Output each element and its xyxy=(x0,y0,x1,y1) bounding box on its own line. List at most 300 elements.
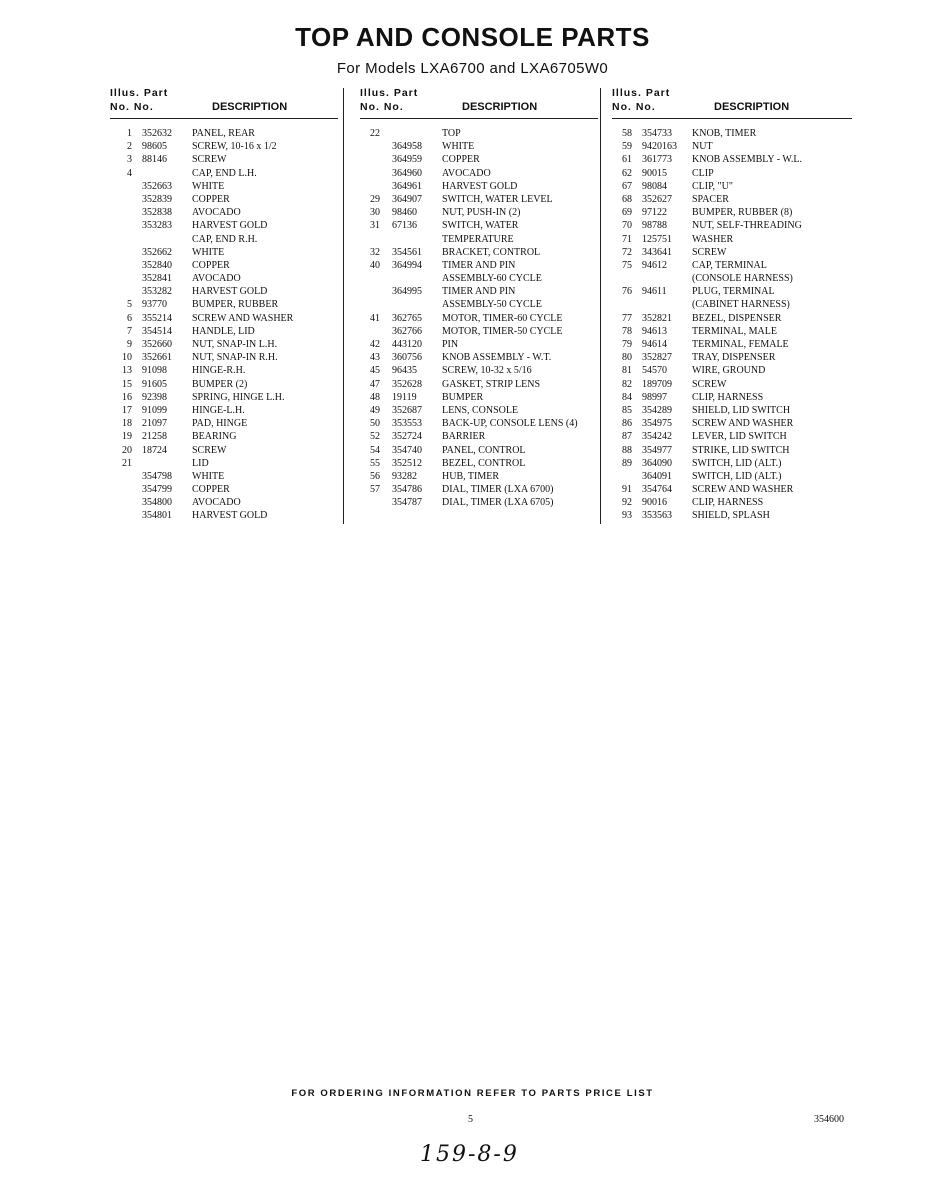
part-number: 91605 xyxy=(142,378,167,390)
illus-number: 72 xyxy=(622,246,632,258)
part-description: SWITCH, LID (ALT.) xyxy=(692,470,782,482)
part-number: 93770 xyxy=(142,299,167,311)
table-row xyxy=(612,153,852,166)
part-number: 352839 xyxy=(142,193,172,205)
part-number: 93282 xyxy=(392,470,417,482)
part-description: HUB, TIMER xyxy=(442,470,500,482)
part-number: 21258 xyxy=(142,431,167,443)
part-number: 354514 xyxy=(142,325,172,337)
table-row xyxy=(612,444,852,457)
table-row xyxy=(110,338,338,351)
part-description: CLIP, HARNESS xyxy=(692,497,764,509)
part-number: 352687 xyxy=(392,404,422,416)
table-row xyxy=(360,417,598,430)
part-number: 352840 xyxy=(142,259,172,271)
part-description: BEZEL, CONTROL xyxy=(442,457,526,469)
part-number: 361773 xyxy=(642,154,672,166)
table-row xyxy=(612,180,852,193)
part-number: 352627 xyxy=(642,193,672,205)
table-row xyxy=(612,509,852,522)
part-description: WHITE xyxy=(442,141,475,153)
illus-number: 54 xyxy=(370,444,380,456)
part-description: DIAL, TIMER (LXA 6700) xyxy=(442,484,554,496)
illus-number: 57 xyxy=(370,484,380,496)
table-row xyxy=(110,219,338,232)
part-description: COPPER xyxy=(192,484,230,496)
table-row xyxy=(360,430,598,443)
part-description: KNOB ASSEMBLY - W.L. xyxy=(692,154,803,166)
part-number: 352724 xyxy=(392,431,422,443)
header-no-no: No. No. xyxy=(612,101,656,113)
table-row xyxy=(110,206,338,219)
illus-number: 16 xyxy=(122,391,132,403)
part-number: 352660 xyxy=(142,339,172,350)
part-number: 353563 xyxy=(642,510,672,522)
part-description: SCREW AND WASHER xyxy=(692,484,794,496)
illus-number: 75 xyxy=(622,259,632,271)
table-row xyxy=(612,127,852,140)
part-number: 354800 xyxy=(142,497,172,509)
part-number: 67136 xyxy=(392,220,417,232)
illus-number: 68 xyxy=(622,193,632,205)
part-description: SCREW xyxy=(692,378,727,390)
part-number: 91099 xyxy=(142,404,167,416)
table-row xyxy=(360,153,598,166)
part-number: 354242 xyxy=(642,431,672,443)
table-row xyxy=(360,378,598,391)
table-row xyxy=(360,364,598,377)
part-number: 352632 xyxy=(142,128,172,139)
illus-number: 88 xyxy=(622,444,632,456)
part-number: 92398 xyxy=(142,391,167,403)
table-row xyxy=(612,364,852,377)
part-description: WIRE, GROUND xyxy=(692,365,766,377)
part-description: TEMPERATURE xyxy=(442,233,514,245)
table-row xyxy=(360,325,598,338)
part-number: 19119 xyxy=(392,391,417,403)
part-description: WASHER xyxy=(692,233,734,245)
part-number: 94614 xyxy=(642,339,667,350)
illus-number: 61 xyxy=(622,154,632,166)
table-row xyxy=(110,364,338,377)
part-description: CLIP, HARNESS xyxy=(692,391,764,403)
part-description: SCREW AND WASHER xyxy=(192,312,294,324)
header-description: DESCRIPTION xyxy=(714,101,790,113)
header-description: DESCRIPTION xyxy=(462,101,538,113)
table-row xyxy=(612,404,852,417)
header-illus-part: Illus. Part xyxy=(360,87,419,99)
page-subtitle: For Models LXA6700 and LXA6705W0 xyxy=(336,60,609,77)
part-description: ASSEMBLY-60 CYCLE xyxy=(442,273,542,285)
part-description: LID xyxy=(192,457,209,469)
parts-list xyxy=(612,127,852,523)
illus-number: 49 xyxy=(370,404,380,416)
table-row xyxy=(110,457,338,470)
parts-column-3 xyxy=(612,84,852,523)
table-row xyxy=(360,483,598,496)
part-number: 90015 xyxy=(642,167,667,179)
illus-number: 41 xyxy=(370,312,380,324)
part-number: 354561 xyxy=(392,246,422,258)
table-row xyxy=(612,351,852,364)
part-description: KNOB ASSEMBLY - W.T. xyxy=(442,352,552,364)
header-rule xyxy=(612,118,852,119)
part-number: 91098 xyxy=(142,365,167,377)
part-number: 352827 xyxy=(642,352,672,364)
part-description: TIMER AND PIN xyxy=(442,259,516,271)
illus-number: 19 xyxy=(122,431,132,443)
table-row xyxy=(110,483,338,496)
part-number: 98605 xyxy=(142,141,167,153)
part-description: BUMPER (2) xyxy=(192,378,248,390)
part-number: 98084 xyxy=(642,180,667,192)
table-row xyxy=(110,259,338,272)
illus-number: 43 xyxy=(370,352,380,364)
illus-number: 87 xyxy=(622,431,632,443)
part-description: ASSEMBLY-50 CYCLE xyxy=(442,299,542,311)
illus-number: 55 xyxy=(370,457,380,469)
part-description: HANDLE, LID xyxy=(192,325,255,337)
part-description: TOP xyxy=(442,128,461,139)
part-description: CAP, END L.H. xyxy=(192,167,257,179)
table-row xyxy=(110,246,338,259)
part-description: WHITE xyxy=(192,246,225,258)
part-description: BUMPER xyxy=(442,391,484,403)
part-number: 364958 xyxy=(392,141,422,153)
illus-number: 80 xyxy=(622,352,632,364)
part-number: 354975 xyxy=(642,418,672,430)
table-row xyxy=(110,404,338,417)
part-description: BUMPER, RUBBER xyxy=(192,299,279,311)
part-description: NUT, SNAP-IN L.H. xyxy=(192,339,278,350)
part-description: HARVEST GOLD xyxy=(442,180,518,192)
part-description: BEARING xyxy=(192,431,237,443)
table-row xyxy=(612,233,852,246)
table-row xyxy=(360,285,598,298)
part-number: 98997 xyxy=(642,391,667,403)
part-number: 94612 xyxy=(642,259,667,271)
page-title: TOP AND CONSOLE PARTS xyxy=(295,22,650,52)
illus-number: 56 xyxy=(370,470,380,482)
table-row xyxy=(110,127,338,140)
part-number: 96435 xyxy=(392,365,417,377)
table-row xyxy=(612,206,852,219)
parts-list xyxy=(360,127,598,509)
part-description: BEZEL, DISPENSER xyxy=(692,312,782,324)
illus-number: 76 xyxy=(622,286,632,298)
part-description: MOTOR, TIMER-60 CYCLE xyxy=(442,312,563,324)
part-number: 352821 xyxy=(642,312,672,324)
table-row xyxy=(360,470,598,483)
illus-number: 42 xyxy=(370,339,380,350)
table-row xyxy=(110,351,338,364)
part-number: 94613 xyxy=(642,325,667,337)
part-description: CLIP, "U" xyxy=(692,180,733,192)
illus-number: 21 xyxy=(122,457,132,469)
column-divider xyxy=(600,88,601,524)
part-number: 352662 xyxy=(142,246,172,258)
table-row xyxy=(110,378,338,391)
illus-number: 5 xyxy=(127,299,132,311)
part-number: 354787 xyxy=(392,497,422,509)
column-header xyxy=(110,84,338,118)
illus-number: 1 xyxy=(127,128,132,139)
table-row xyxy=(360,233,598,246)
illus-number: 22 xyxy=(370,128,380,139)
illus-number: 81 xyxy=(622,365,632,377)
table-row xyxy=(360,312,598,325)
part-number: 362765 xyxy=(392,312,422,324)
table-row xyxy=(110,430,338,443)
part-description: DIAL, TIMER (LXA 6705) xyxy=(442,497,554,509)
illus-number: 77 xyxy=(622,312,632,324)
part-number: 98460 xyxy=(392,207,417,219)
part-number: 98788 xyxy=(642,220,667,232)
document-number: 354600 xyxy=(814,1114,844,1125)
part-description: PANEL, CONTROL xyxy=(442,444,526,456)
part-description: SHIELD, SPLASH xyxy=(692,510,770,522)
table-row xyxy=(360,193,598,206)
table-row xyxy=(110,193,338,206)
part-description: TERMINAL, FEMALE xyxy=(692,339,789,350)
page-number: 5 xyxy=(468,1114,473,1125)
illus-number: 20 xyxy=(122,444,132,456)
table-row xyxy=(360,444,598,457)
table-row xyxy=(612,483,852,496)
part-number: 355214 xyxy=(142,312,172,324)
part-description: CLIP xyxy=(692,167,714,179)
table-row xyxy=(110,470,338,483)
part-number: 94611 xyxy=(642,286,667,298)
illus-number: 86 xyxy=(622,418,632,430)
table-row xyxy=(110,312,338,325)
part-number: 360756 xyxy=(392,352,422,364)
part-description: AVOCADO xyxy=(192,497,241,509)
part-description: (CONSOLE HARNESS) xyxy=(692,273,793,285)
part-description: HARVEST GOLD xyxy=(192,286,268,298)
table-row xyxy=(110,325,338,338)
illus-number: 17 xyxy=(122,404,132,416)
part-number: 21097 xyxy=(142,418,167,430)
illus-number: 3 xyxy=(127,154,132,166)
handwritten-note: 159-8-9 xyxy=(420,1142,519,1167)
table-row xyxy=(110,444,338,457)
part-number: 54570 xyxy=(642,365,667,377)
part-description: NUT, SELF-THREADING xyxy=(692,220,802,232)
table-row xyxy=(612,298,852,311)
table-row xyxy=(612,193,852,206)
part-number: 364090 xyxy=(642,457,672,469)
table-row xyxy=(110,180,338,193)
table-row xyxy=(612,417,852,430)
part-description: PANEL, REAR xyxy=(192,128,255,139)
table-row xyxy=(612,167,852,180)
header-no-no: No. No. xyxy=(110,101,154,113)
ordering-info-footer: FOR ORDERING INFORMATION REFER TO PARTS PRICE LIST xyxy=(291,1088,654,1099)
table-row xyxy=(360,206,598,219)
part-number: 352628 xyxy=(392,378,422,390)
illus-number: 69 xyxy=(622,207,632,219)
part-description: PAD, HINGE xyxy=(192,418,248,430)
part-number: 352663 xyxy=(142,180,172,192)
part-number: 354977 xyxy=(642,444,672,456)
table-row xyxy=(110,140,338,153)
part-description: COPPER xyxy=(192,259,230,271)
part-description: TIMER AND PIN xyxy=(442,286,516,298)
part-number: 364960 xyxy=(392,167,422,179)
table-row xyxy=(612,430,852,443)
part-description: AVOCADO xyxy=(192,273,241,285)
part-description: TERMINAL, MALE xyxy=(692,325,777,337)
header-no-no: No. No. xyxy=(360,101,404,113)
table-row xyxy=(110,167,338,180)
part-description: MOTOR, TIMER-50 CYCLE xyxy=(442,325,563,337)
part-number: 364959 xyxy=(392,154,422,166)
part-number: 352838 xyxy=(142,207,172,219)
illus-number: 70 xyxy=(622,220,632,232)
table-row xyxy=(612,272,852,285)
part-description: SCREW, 10-16 x 1/2 xyxy=(192,141,277,153)
part-number: 343641 xyxy=(642,246,672,258)
illus-number: 45 xyxy=(370,365,380,377)
table-row xyxy=(360,496,598,509)
illus-number: 48 xyxy=(370,391,380,403)
table-row xyxy=(612,457,852,470)
part-number: 352512 xyxy=(392,457,422,469)
part-description: AVOCADO xyxy=(442,167,491,179)
table-row xyxy=(612,219,852,232)
table-row xyxy=(110,285,338,298)
part-description: TRAY, DISPENSER xyxy=(692,352,776,364)
header-rule xyxy=(110,118,338,119)
part-number: 364961 xyxy=(392,180,422,192)
illus-number: 18 xyxy=(122,418,132,430)
part-number: 97122 xyxy=(642,207,667,219)
illus-number: 40 xyxy=(370,259,380,271)
table-row xyxy=(612,246,852,259)
part-number: 364907 xyxy=(392,193,422,205)
part-number: 362766 xyxy=(392,325,422,337)
illus-number: 32 xyxy=(370,246,380,258)
part-description: BACK-UP, CONSOLE LENS (4) xyxy=(442,418,578,430)
illus-number: 93 xyxy=(622,510,632,522)
illus-number: 92 xyxy=(622,497,632,509)
illus-number: 91 xyxy=(622,484,632,496)
part-number: 354740 xyxy=(392,444,422,456)
column-header xyxy=(612,84,852,118)
illus-number: 15 xyxy=(122,378,132,390)
table-row xyxy=(110,233,338,246)
parts-column-1 xyxy=(110,84,338,523)
part-description: NUT xyxy=(692,141,713,153)
table-row xyxy=(360,404,598,417)
table-row xyxy=(360,219,598,232)
part-description: HARVEST GOLD xyxy=(192,510,268,522)
table-row xyxy=(110,153,338,166)
table-row xyxy=(360,457,598,470)
table-row xyxy=(360,140,598,153)
part-description: PLUG, TERMINAL xyxy=(692,286,775,298)
part-description: CAP, TERMINAL xyxy=(692,259,767,271)
part-number: 189709 xyxy=(642,378,672,390)
part-description: PIN xyxy=(442,339,459,350)
table-row xyxy=(612,470,852,483)
table-row xyxy=(612,312,852,325)
table-row xyxy=(360,338,598,351)
part-number: 354733 xyxy=(642,128,672,139)
part-number: 9420163 xyxy=(642,141,677,153)
part-description: BUMPER, RUBBER (8) xyxy=(692,207,793,219)
illus-number: 58 xyxy=(622,128,632,139)
part-number: 354289 xyxy=(642,404,672,416)
part-number: 364091 xyxy=(642,470,672,482)
part-number: 354798 xyxy=(142,470,172,482)
illus-number: 85 xyxy=(622,404,632,416)
illus-number: 2 xyxy=(127,141,132,153)
illus-number: 4 xyxy=(127,167,132,179)
table-row xyxy=(110,496,338,509)
part-number: 364995 xyxy=(392,286,422,298)
part-number: 364994 xyxy=(392,259,422,271)
illus-number: 52 xyxy=(370,431,380,443)
illus-number: 50 xyxy=(370,418,380,430)
part-description: SCREW xyxy=(192,154,227,166)
column-header xyxy=(360,84,598,118)
part-number: 125751 xyxy=(642,233,672,245)
part-number: 353282 xyxy=(142,286,172,298)
table-row xyxy=(612,259,852,272)
header-description: DESCRIPTION xyxy=(212,101,288,113)
table-row xyxy=(360,167,598,180)
part-description: SCREW xyxy=(692,246,727,258)
part-description: COPPER xyxy=(192,193,230,205)
part-description: SWITCH, LID (ALT.) xyxy=(692,457,782,469)
parts-list xyxy=(110,127,338,523)
table-row xyxy=(360,272,598,285)
part-number: 443120 xyxy=(392,339,422,350)
part-description: HINGE-L.H. xyxy=(192,404,245,416)
part-description: LEVER, LID SWITCH xyxy=(692,431,787,443)
illus-number: 30 xyxy=(370,207,380,219)
part-description: STRIKE, LID SWITCH xyxy=(692,444,790,456)
part-description: (CABINET HARNESS) xyxy=(692,299,790,311)
part-description: NUT, PUSH-IN (2) xyxy=(442,207,521,219)
table-row xyxy=(360,391,598,404)
illus-number: 84 xyxy=(622,391,632,403)
part-description: LENS, CONSOLE xyxy=(442,404,519,416)
part-description: GASKET, STRIP LENS xyxy=(442,378,541,390)
part-description: BARRIER xyxy=(442,431,486,443)
column-divider xyxy=(343,88,344,524)
part-description: KNOB, TIMER xyxy=(692,128,757,139)
illus-number: 47 xyxy=(370,378,380,390)
illus-number: 67 xyxy=(622,180,632,192)
part-number: 354764 xyxy=(642,484,672,496)
part-description: HARVEST GOLD xyxy=(192,220,268,232)
illus-number: 79 xyxy=(622,339,632,350)
part-description: SCREW xyxy=(192,444,227,456)
illus-number: 6 xyxy=(127,312,132,324)
illus-number: 78 xyxy=(622,325,632,337)
header-rule xyxy=(360,118,598,119)
illus-number: 31 xyxy=(370,220,380,232)
part-number: 88146 xyxy=(142,154,167,166)
illus-number: 13 xyxy=(122,365,132,377)
part-description: SPACER xyxy=(692,193,729,205)
part-description: WHITE xyxy=(192,180,225,192)
part-description: COPPER xyxy=(442,154,480,166)
header-illus-part: Illus. Part xyxy=(110,87,169,99)
